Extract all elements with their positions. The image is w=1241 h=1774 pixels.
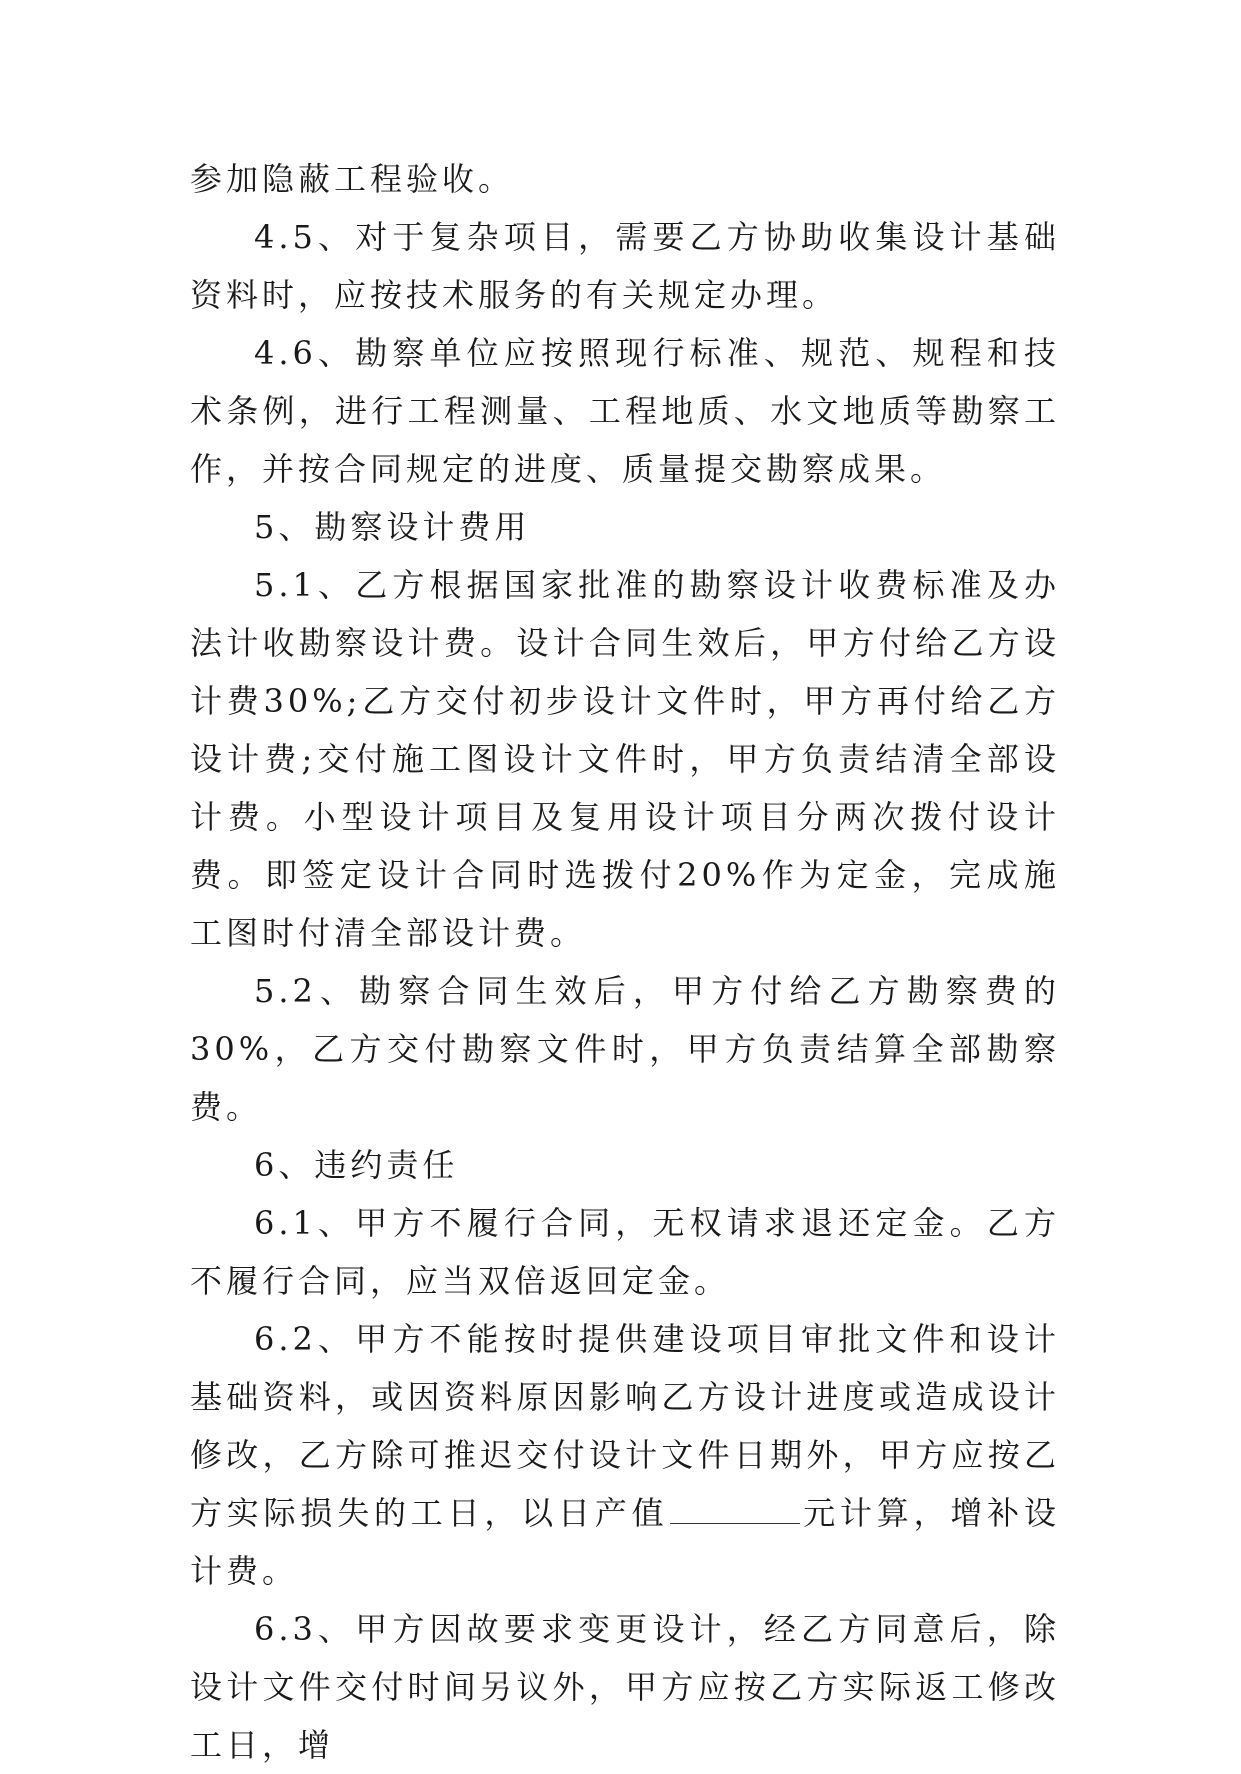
clause-6-2: [190, 1310, 1060, 1600]
document-page: [190, 150, 1060, 1774]
section-heading-5: 5、勘察设计费用: [254, 508, 531, 546]
clause-4-5: 4.5、对于复杂项目，需要乙方协助收集设计基础资料时，应按技术服务的有关规定办理。: [190, 218, 1060, 314]
fill-in-blank-daily-output: [670, 1497, 800, 1524]
clause-6-2-after: 元计算，增补设计费。: [190, 1494, 1060, 1590]
clause-6-2-before: 6.2、甲方不能按时提供建设项目审批文件和设计基础资料，或因资料原因影响乙方设计进度或造成设计修改，乙方除可推迟交付设计文件日期外，甲方应按乙方实际损失的工日，以日产值: [190, 1320, 1060, 1532]
section-heading-6: 6、违约责任: [254, 1146, 459, 1184]
clause-6-1: 6.1、甲方不履行合同，无权请求退还定金。乙方不履行合同，应当双倍返回定金。: [190, 1204, 1060, 1300]
clause-6-3: 6.3、甲方因故要求变更设计，经乙方同意后，除设计文件交付时间另议外，甲方应按乙方实际返工修改工日，增: [190, 1610, 1060, 1764]
clause-5-1: 5.1、乙方根据国家批准的勘察设计收费标准及办法计收勘察设计费。设计合同生效后，甲方付给乙方设计费30%;乙方交付初步设计文件时，甲方再付给乙方设计费;交付施工图设计文件时，甲方负责结清全部设计费。小型设计项目及复用设计项目分两次拨付设计费。即签定设计合同时选拨付20%作为定金，完成施工图时付清全部设计费。: [190, 566, 1060, 952]
clause-5-2: 5.2、勘察合同生效后，甲方付给乙方勘察费的30%，乙方交付勘察文件时，甲方负责结算全部勘察费。: [190, 972, 1060, 1126]
paragraph-continuation: 参加隐蔽工程验收。: [190, 160, 515, 198]
clause-4-6: 4.6、勘察单位应按照现行标准、规范、规程和技术条例，进行工程测量、工程地质、水文地质等勘察工作，并按合同规定的进度、质量提交勘察成果。: [190, 334, 1060, 488]
